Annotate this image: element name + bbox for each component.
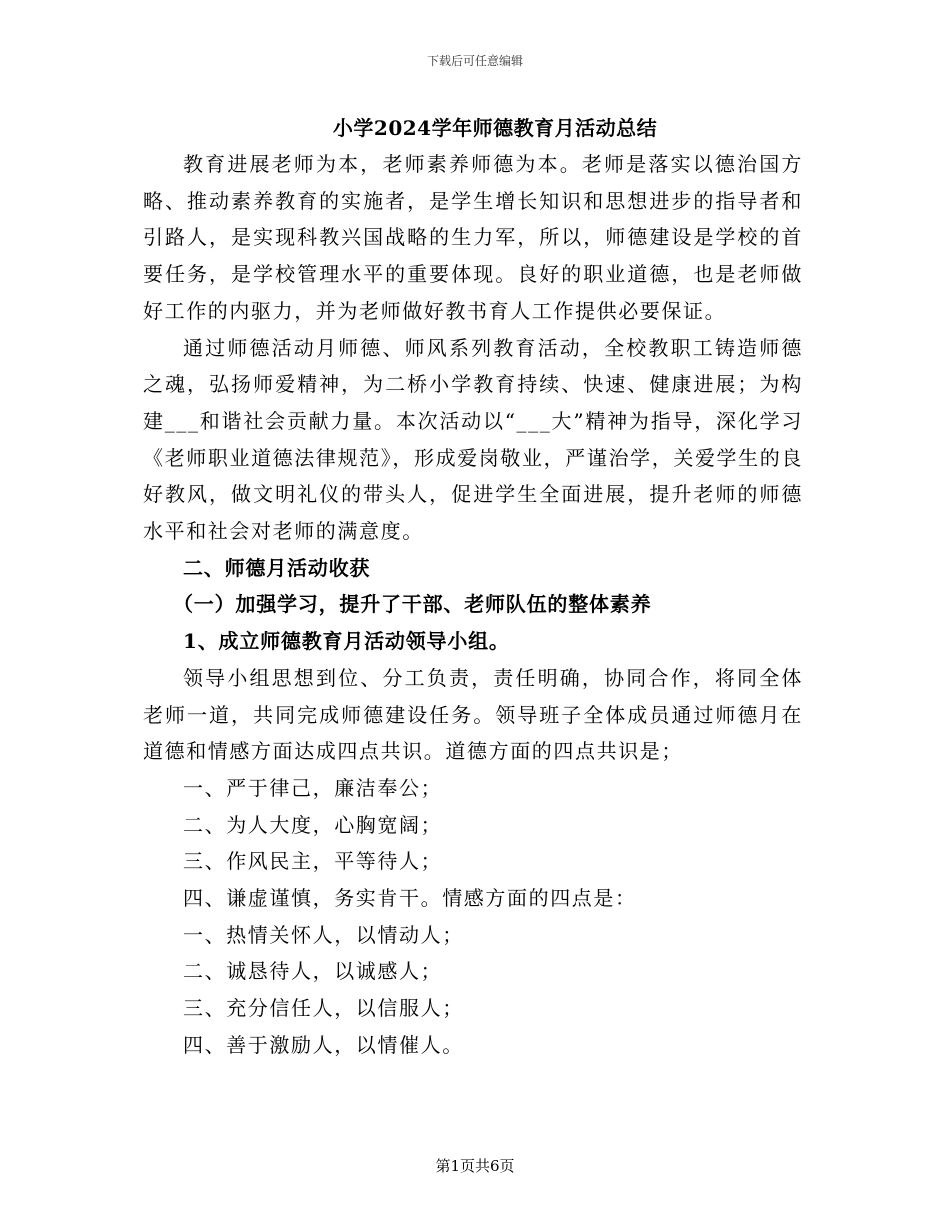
- item-heading: 1、成立师德教育月活动领导小组。: [183, 629, 510, 654]
- emotion-point: 三、充分信任人，以信服人；: [183, 996, 464, 1021]
- emotion-point: 一、热情关怀人，以情动人；: [183, 922, 464, 947]
- moral-point: 一、严于律己，廉洁奉公；: [183, 775, 443, 800]
- page-indicator: 第1页共6页: [435, 1157, 515, 1175]
- document-title: 小学2024学年师德教育月活动总结: [332, 116, 658, 140]
- body-paragraph: 领导小组思想到位、分工负责，责任明确，协同合作，将同全体老师一道，共同完成师德建设任务。领导班子全体成员通过师德月在道德和情感方面达成四点共识。道德方面的四点共识是；: [143, 665, 803, 764]
- emotion-point: 四、善于激励人，以情催人。: [183, 1032, 464, 1057]
- header-note: 下载后可任意编辑: [426, 54, 523, 68]
- document-body: [143, 146, 803, 1064]
- moral-point: 四、谦虚谨慎，务实肯干。情感方面的四点是：: [183, 886, 637, 911]
- body-paragraph: 教育进展老师为本，老师素养师德为本。老师是落实以德治国方略、推动素养教育的实施者，是学生增长知识和思想进步的指导者和引路人，是实现科教兴国战略的生力军，所以，师德建设是学校的首要任务，是学校管理水平的重要体现。良好的职业道德，也是老师做好工作的内驱力，并为老师做好教书育人工作提供必要保证。: [143, 152, 803, 323]
- subsection-heading: （一）加强学习，提升了干部、老师队伍的整体素养: [173, 592, 652, 617]
- moral-point: 三、作风民主，平等待人；: [183, 849, 443, 874]
- moral-point: 二、为人大度，心胸宽阔；: [183, 812, 443, 837]
- body-paragraph: 通过师德活动月师德、师风系列教育活动，全校教职工铸造师德之魂，弘扬师爱精神，为二桥小学教育持续、快速、健康进展；为构建___和谐社会贡献力量。本次活动以“___大”精神为指导，深化学习《老师职业道德法律规范》，形成爱岗敬业，严谨治学，关爱学生的良好教风，做文明礼仪的带头人，促进学生全面进展，提升老师的师德水平和社会对老师的满意度。: [143, 335, 803, 544]
- section-heading: 二、师德月活动收获: [183, 555, 371, 580]
- emotion-point: 二、诚恳待人，以诚感人；: [183, 959, 443, 984]
